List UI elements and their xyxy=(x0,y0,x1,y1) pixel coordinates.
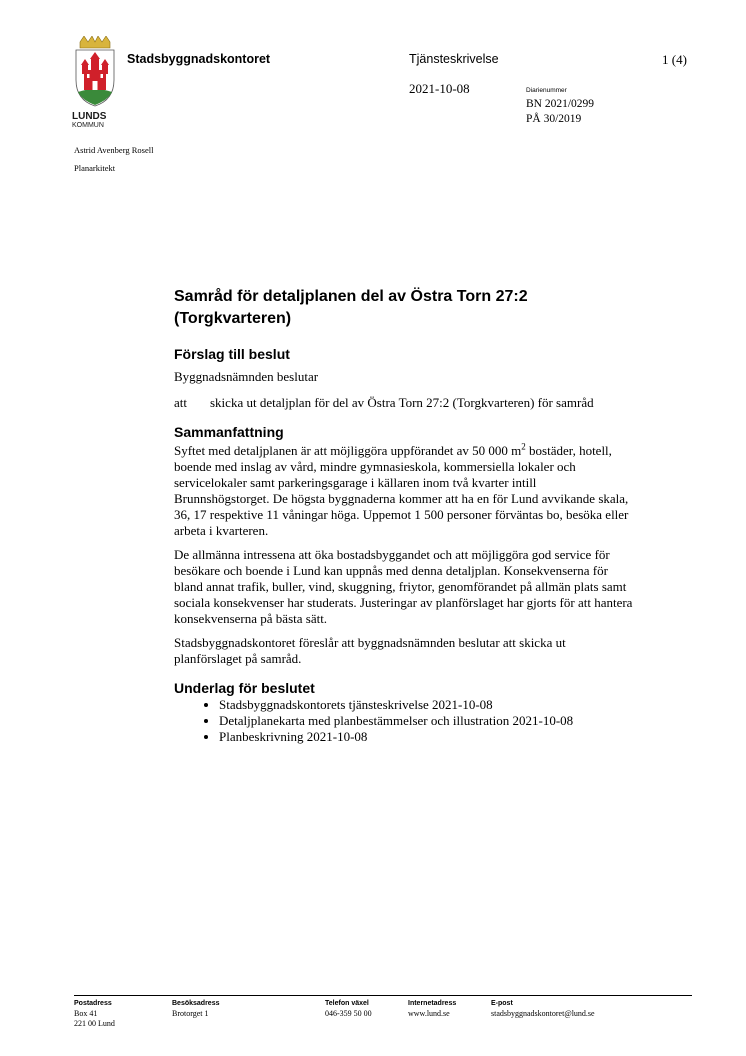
footer-post-city: 221 00 Lund xyxy=(74,1019,115,1028)
summary-paragraph-2: De allmänna intressena att öka bostadsbyggandet och att möjliggöra god service för besökare och boende i Lund kan uppnås med denna detaljplan. Konsekvenserna för bland annat trafik, buller, vind, skuggning, friytor, genomförandet på allmän plats samt sociala konsekvenser har studerats. Justeringar av planförslaget har gjorts för att hantera konsekvenserna på bästa sätt. xyxy=(174,547,633,626)
footer-web-label: Internetadress xyxy=(408,1000,457,1007)
proposal-heading: Förslag till beslut xyxy=(174,346,290,362)
footer-postal xyxy=(74,999,115,1029)
author-name: Astrid Avenberg Rosell xyxy=(74,145,154,155)
footer-post-label: Postadress xyxy=(74,1000,112,1007)
footer-post-box: Box 41 xyxy=(74,1009,98,1018)
footer-visit xyxy=(172,999,219,1019)
basis-list xyxy=(174,697,634,745)
att-word: att xyxy=(174,395,187,410)
org-name: Stadsbyggnadskontoret xyxy=(127,52,271,66)
summary-p1-start: Syftet med detaljplanen är att möjliggöra uppförandet av 50 000 m xyxy=(174,443,522,458)
list-item: • Stadsbyggnadskontorets tjänsteskrivelse 2021-10-08 xyxy=(219,697,579,713)
coat-of-arms-icon xyxy=(72,36,118,108)
logo-text-kommun: KOMMUN xyxy=(72,122,104,129)
page-number: 1 (4) xyxy=(662,52,687,67)
footer-phone-label: Telefon växel xyxy=(325,1000,369,1007)
summary-paragraph-1 xyxy=(174,443,634,539)
footer-email-link[interactable]: stadsbyggnadskontoret@lund.se xyxy=(491,1009,595,1018)
diary-number-bn: BN 2021/0299 xyxy=(526,98,595,110)
footer-divider xyxy=(74,995,692,996)
decision-clause xyxy=(174,395,634,411)
footer-visit-label: Besöksadress xyxy=(172,1000,220,1007)
diary-number-pa: PÅ 30/2019 xyxy=(526,113,582,125)
footer-web-link[interactable]: www.lund.se xyxy=(408,1009,450,1018)
summary-heading: Sammanfattning xyxy=(174,424,284,440)
document-date: 2021-10-08 xyxy=(409,81,470,96)
basis-heading: Underlag för beslutet xyxy=(174,680,315,696)
square-meter-superscript: 2 xyxy=(521,441,526,452)
document-type: Tjänsteskrivelse xyxy=(409,52,499,66)
proposal-intro: Byggnadsnämnden beslutar xyxy=(174,369,319,384)
footer-email-label: E-post xyxy=(491,1000,513,1007)
footer-web xyxy=(408,999,456,1019)
summary-paragraph-3: Stadsbyggnadskontoret föreslår att byggnadsnämnden beslutar att skicka ut planförslaget på samråd. xyxy=(174,635,566,666)
footer-phone xyxy=(325,999,372,1019)
diary-label: Diarienummer xyxy=(526,87,567,94)
footer-phone-number: 046-359 50 00 xyxy=(325,1009,372,1018)
list-item: • Planbeskrivning 2021-10-08 xyxy=(219,729,579,745)
lunds-kommun-logo xyxy=(72,36,118,129)
att-text: skicka ut detaljplan för del av Östra Torn 27:2 (Torgkvarteren) för samråd xyxy=(210,395,594,410)
list-item: • Detaljplanekarta med planbestämmelser och illustration 2021-10-08 xyxy=(219,713,579,729)
logo-text-lunds: LUNDS xyxy=(72,111,107,122)
summary-p1-rest: bostäder, hotell, boende med inslag av vård, mindre gymnasieskola, kommersiella lokaler och servicelokaler samt parkeringsgarage i källaren inom två kvarter intill Brunnshögstorget. De högsta byggnaderna kommer att ha en för Lund avvikande skala, 36, 17 respektive 11 våningar höga. Uppemot 1 500 personer förväntas bo, besöka eller arbeta i kvarteren. xyxy=(174,443,629,538)
footer-email xyxy=(491,999,595,1019)
document-title: Samråd för detaljplanen del av Östra Torn 27:2 (Torgkvarteren) xyxy=(174,288,528,327)
document-body xyxy=(174,286,634,745)
author-title: Planarkitekt xyxy=(74,163,116,173)
footer-visit-address: Brotorget 1 xyxy=(172,1009,209,1018)
